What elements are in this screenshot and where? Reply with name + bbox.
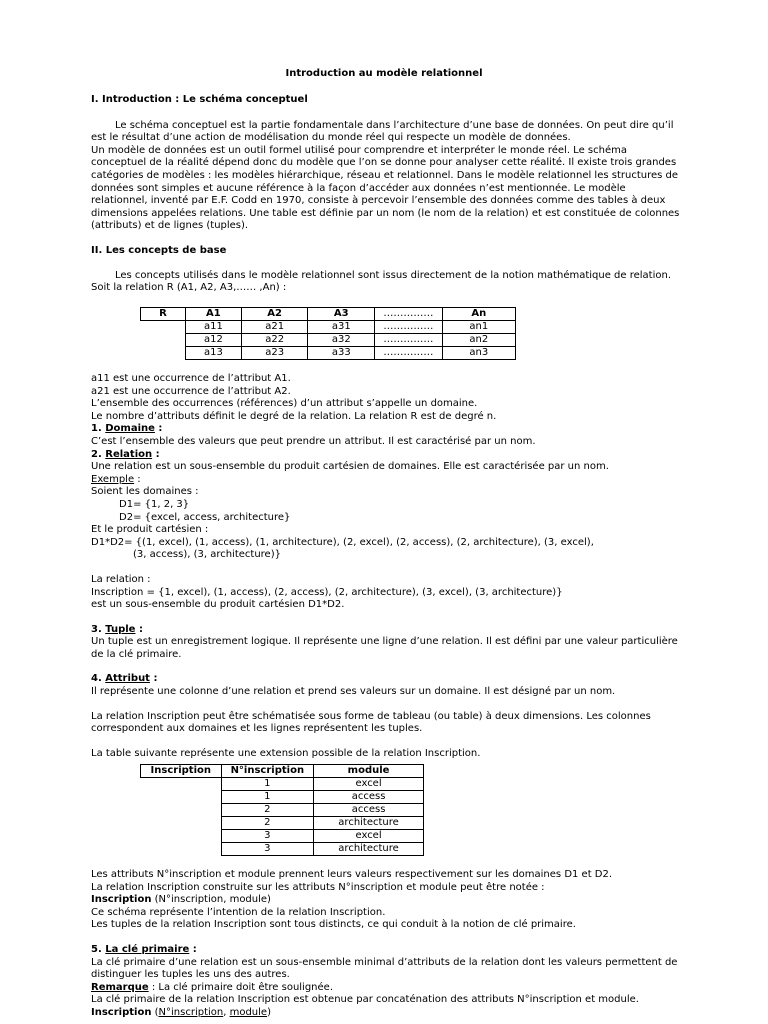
table-header-row [141,308,516,321]
subsection-heading-domaine: 1. Domaine : [91,423,163,435]
schema-notation: Inscription (N°inscription, module) [91,894,271,906]
document-title: Introduction au modèle relationnel [285,68,483,79]
table-cell: a21 [241,321,308,334]
text-line: Il représente une colonne d’une relation et prend ses valeurs sur un domaine. Il est désigné par un nom. [91,686,616,698]
text-line: La clé primaire de la relation Inscription est obtenue par concaténation des attributs N°inscription et module. [91,994,639,1006]
text-line: Et le produit cartésien : [91,524,209,536]
table-row [141,843,424,856]
table-cell: excel [314,830,424,843]
table-header-cell: N°inscription [221,765,314,778]
section-introduction [91,94,685,233]
primary-key-notation: Inscription (N°inscription, module) [91,1006,271,1018]
term-attribut: Attribut [105,673,150,685]
table-cell: an2 [442,334,515,347]
table-row [141,334,516,347]
text-line: La relation Inscription construite sur les attributs N°inscription et module peut être notée : [91,881,545,893]
empty-cell [141,334,186,347]
empty-cell [141,817,222,830]
table-cell: 3 [221,830,314,843]
text-line: L’ensemble des occurrences (références) d’un attribut s’appelle un domaine. [91,398,478,410]
table-cell: architecture [314,843,424,856]
text-line: D1= {1, 2, 3} [119,498,190,510]
table-cell: excel [314,778,424,791]
text-line: C’est l’ensemble des valeurs que peut prendre un attribut. Il est caractérisé par un nom. [91,435,536,447]
term-domaine: Domaine [105,423,155,435]
table-cell: 1 [221,791,314,804]
subsection-heading-cle: 5. La clé primaire : [91,943,197,955]
section-concepts [91,245,685,295]
empty-cell [141,843,222,856]
text-line: est un sous-ensemble du produit cartésien D1*D2. [91,599,345,611]
table-cell: 2 [221,804,314,817]
paragraph: Un tuple est un enregistrement logique. Il représente une ligne d’une relation. Il est défini par une valeur particulière de la clé primaire. [91,636,678,660]
text-line: D2= {excel, access, architecture} [119,511,291,523]
table-header-cell: …………… [375,308,443,321]
empty-cell [141,778,222,791]
table-row [141,778,424,791]
text-line: Les attributs N°inscription et module prennent leurs valeurs respectivement sur les domaines D1 et D2. [91,869,613,880]
table-cell: an1 [442,321,515,334]
table-cell: architecture [314,817,424,830]
table-header-cell: R [141,308,186,321]
table-row [141,321,516,334]
table-cell: a33 [308,347,375,360]
text-line: Les tuples de la relation Inscription sont tous distincts, ce qui conduit à la notion de clé primaire. [91,919,576,931]
empty-cell [141,830,222,843]
table-row [141,791,424,804]
text-line: La table suivante représente une extension possible de la relation Inscription. [91,747,481,759]
table-header-cell: An [442,308,515,321]
text-line: Ce schéma représente l’intention de la relation Inscription. [91,906,386,918]
subsection-heading-relation: 2. Relation : [91,448,160,460]
subsection-heading-tuple: 3. Tuple : [91,623,143,635]
text-line: Une relation est un sous-ensemble du produit cartésien de domaines. Elle est caractérisée par un nom. [91,461,609,473]
table-cell: a13 [185,347,241,360]
empty-cell [141,321,186,334]
paragraph: La relation Inscription peut être schématisée sous forme de tableau (ou table) à deux dimensions. Les colonnes correspondent aux domaines et les lignes représentent les tuples. [91,710,651,735]
text-line: D1*D2= {(1, excel), (1, access), (1, architecture), (2, excel), (2, access), (2, architecture), (3, excel), [91,536,594,548]
table-cell: a23 [241,347,308,360]
text-line: Inscription = {1, excel), (1, access), (2, access), (2, architecture), (3, excel), (3, architecture)} [91,586,563,598]
table-header-cell: Inscription [141,765,222,778]
table-cell: access [314,804,424,817]
table-cell: a31 [308,321,375,334]
remarque-line: Remarque : La clé primaire doit être soulignée. [91,981,334,993]
table-cell: 3 [221,843,314,856]
term-tuple: Tuple [105,623,136,635]
table-cell: a12 [185,334,241,347]
table-cell: a11 [185,321,241,334]
empty-cell [141,791,222,804]
relation-r-table [140,307,516,360]
table-cell: 2 [221,817,314,830]
term-cle-primaire: La clé primaire [105,943,190,955]
table-cell: …………… [375,334,443,347]
table-header-cell: module [314,765,424,778]
text-line: a11 est une occurrence de l’attribut A1. [91,373,291,384]
text-line: Soient les domaines : [91,486,199,498]
text-line: La relation : [91,573,151,585]
table-row [141,830,424,843]
table-cell: …………… [375,321,443,334]
section-heading: I. Introduction : Le schéma conceptuel [91,94,308,105]
table-row [141,347,516,360]
table-cell: access [314,791,424,804]
inscription-table [140,764,424,856]
paragraph: Les concepts utilisés dans le modèle relationnel sont issus directement de la notion mathématique de relation. Soit la relation R (A1, A2, A3,…… ,An) : [91,269,672,294]
paragraph: La clé primaire d’une relation est un sous-ensemble minimal d’attributs de la relation dont les valeurs permettent de distinguer les tuples les uns des autres. [91,956,678,981]
table-cell: a22 [241,334,308,347]
inscription-body [91,869,685,1020]
table-header-cell: A3 [308,308,375,321]
subsection-heading-attribut: 4. Attribut : [91,673,158,685]
section-heading: II. Les concepts de base [91,245,227,256]
table-header-cell: A1 [185,308,241,321]
table-cell: 1 [221,778,314,791]
paragraph: Un modèle de données est un outil formel utilisé pour comprendre et interpréter le monde réel. Le schéma conceptuel de la réalité dépend donc du modèle que l’on se donne pour analyser cette réalité. Il existe trois grandes catégories de modèles : les modèles hiérarchique, réseau et relationnel. Dans le modèle relationnel les structures de données sont simples et aucune référence à la façon d’accéder aux données n’est mentionnée. Le modèle relationnel, inventé par E.F. Codd en 1970, consiste à percevoir l’ensemble des données comme des tables à deux dimensions appelées relations. Une table est définie par un nom (le nom de la relation) et est constituée de colonnes (attributs) et de lignes (tuples). [91,144,680,232]
table-cell: an3 [442,347,515,360]
table-header-row [141,765,424,778]
text-line: Le nombre d’attributs définit le degré de la relation. La relation R est de degré n. [91,410,497,422]
exemple-label: Exemple : [91,473,141,485]
table-header-cell: A2 [241,308,308,321]
table-cell: …………… [375,347,443,360]
table-row [141,817,424,830]
text-line: a21 est une occurrence de l’attribut A2. [91,385,291,397]
term-relation: Relation [105,448,153,460]
empty-cell [141,804,222,817]
text-line: (3, access), (3, architecture)} [133,549,281,561]
table-row [141,804,424,817]
concepts-body [91,373,685,760]
table-cell: a32 [308,334,375,347]
paragraph: Le schéma conceptuel est la partie fondamentale dans l’architecture d’une base de données. On peut dire qu’il est le résultat d’une action de modélisation du monde réel qui respecte un modèle de données. [91,119,674,144]
empty-cell [141,347,186,360]
